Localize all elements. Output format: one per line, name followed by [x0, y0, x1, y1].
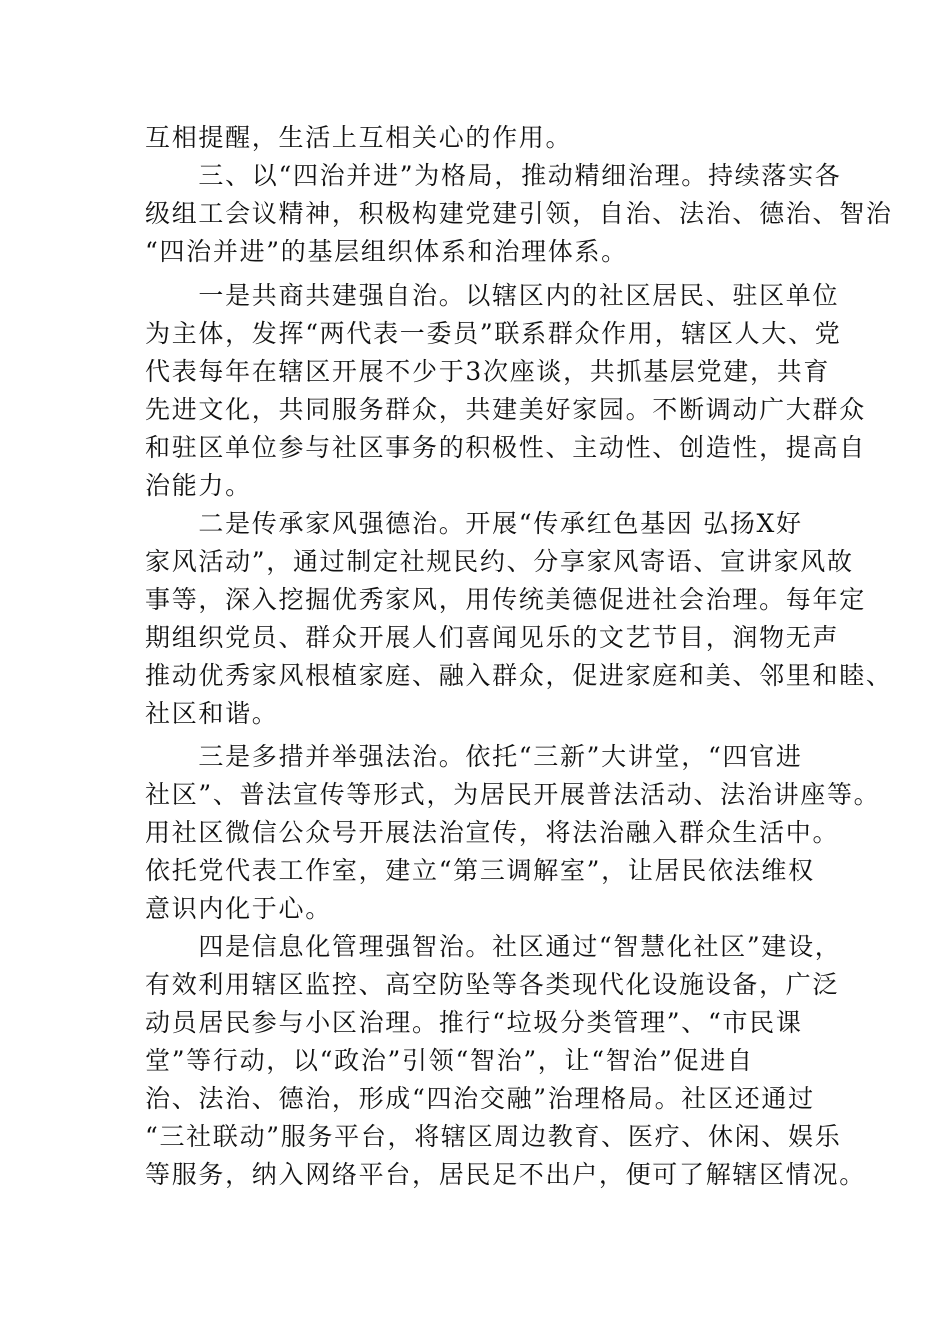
text-line: 社区”、普法宣传等形式，为居民开展普法活动、法治讲座等。 [145, 780, 881, 809]
text-line: 互相提醒，生活上互相关心的作用。 [145, 123, 573, 152]
text-line: 三是多措并举强法治。依托“三新”大讲堂，“四官进 [145, 742, 803, 771]
text-line: 先进文化，共同服务群众，共建美好家园。不断调动广大群众 [145, 395, 866, 424]
text-line: 一是共商共建强自治。以辖区内的社区居民、驻区单位 [145, 281, 840, 310]
text-line: 家风活动”，通过制定社规民约、分享家风寄语、宣讲家风故 [145, 547, 854, 576]
text-line: 社区和谐。 [145, 699, 279, 728]
text-line: 和驻区单位参与社区事务的积极性、主动性、创造性，提高自 [145, 433, 866, 462]
text-line: 依托党代表工作室，建立“第三调解室”，让居民依法维权 [145, 856, 815, 885]
text-line: 三、以“四治并进”为格局，推动精细治理。持续落实各 [145, 161, 842, 190]
text-line: 代表每年在辖区开展不少于3次座谈，共抓基层党建，共育 [145, 357, 831, 386]
text-line: 事等，深入挖掘优秀家风，用传统美德促进社会治理。每年定 [145, 585, 866, 614]
text-line: 二是传承家风强德治。开展“传承红色基因 弘扬X好 [145, 509, 803, 538]
text-line: 动员居民参与小区治理。推行“垃圾分类管理”、“市民课 [145, 1008, 803, 1037]
text-line: 级组工会议精神，积极构建党建引领，自治、法治、德治、智治 [145, 199, 893, 228]
text-line: 为主体，发挥“两代表一委员”联系群众作用，辖区人大、党 [145, 319, 842, 348]
text-line: 四是信息化管理强智治。社区通过“智慧化社区”建设， [145, 932, 842, 961]
text-line: 用社区微信公众号开展法治宣传，将法治融入群众生活中。 [145, 818, 840, 847]
text-line: 期组织党员、群众开展人们喜闻见乐的文艺节目，润物无声 [145, 623, 840, 652]
text-line: “三社联动”服务平台，将辖区周边教育、医疗、休闲、娱乐 [145, 1122, 842, 1151]
text-line: 等服务，纳入网络平台，居民足不出户，便可了解辖区情况。 [145, 1160, 866, 1189]
text-line: 治能力。 [145, 471, 252, 500]
text-line: 堂”等行动，以“政治”引领“智治”，让“智治”促进自 [145, 1046, 754, 1075]
text-line: “四治并进”的基层组织体系和治理体系。 [145, 237, 628, 266]
text-line: 治、法治、德治，形成“四治交融”治理格局。社区还通过 [145, 1084, 815, 1113]
text-line: 有效利用辖区监控、高空防坠等各类现代化设施设备，广泛 [145, 970, 840, 999]
text-line: 意识内化于心。 [145, 894, 332, 923]
text-line: 推动优秀家风根植家庭、融入群众，促进家庭和美、邻里和睦、 [145, 661, 893, 690]
